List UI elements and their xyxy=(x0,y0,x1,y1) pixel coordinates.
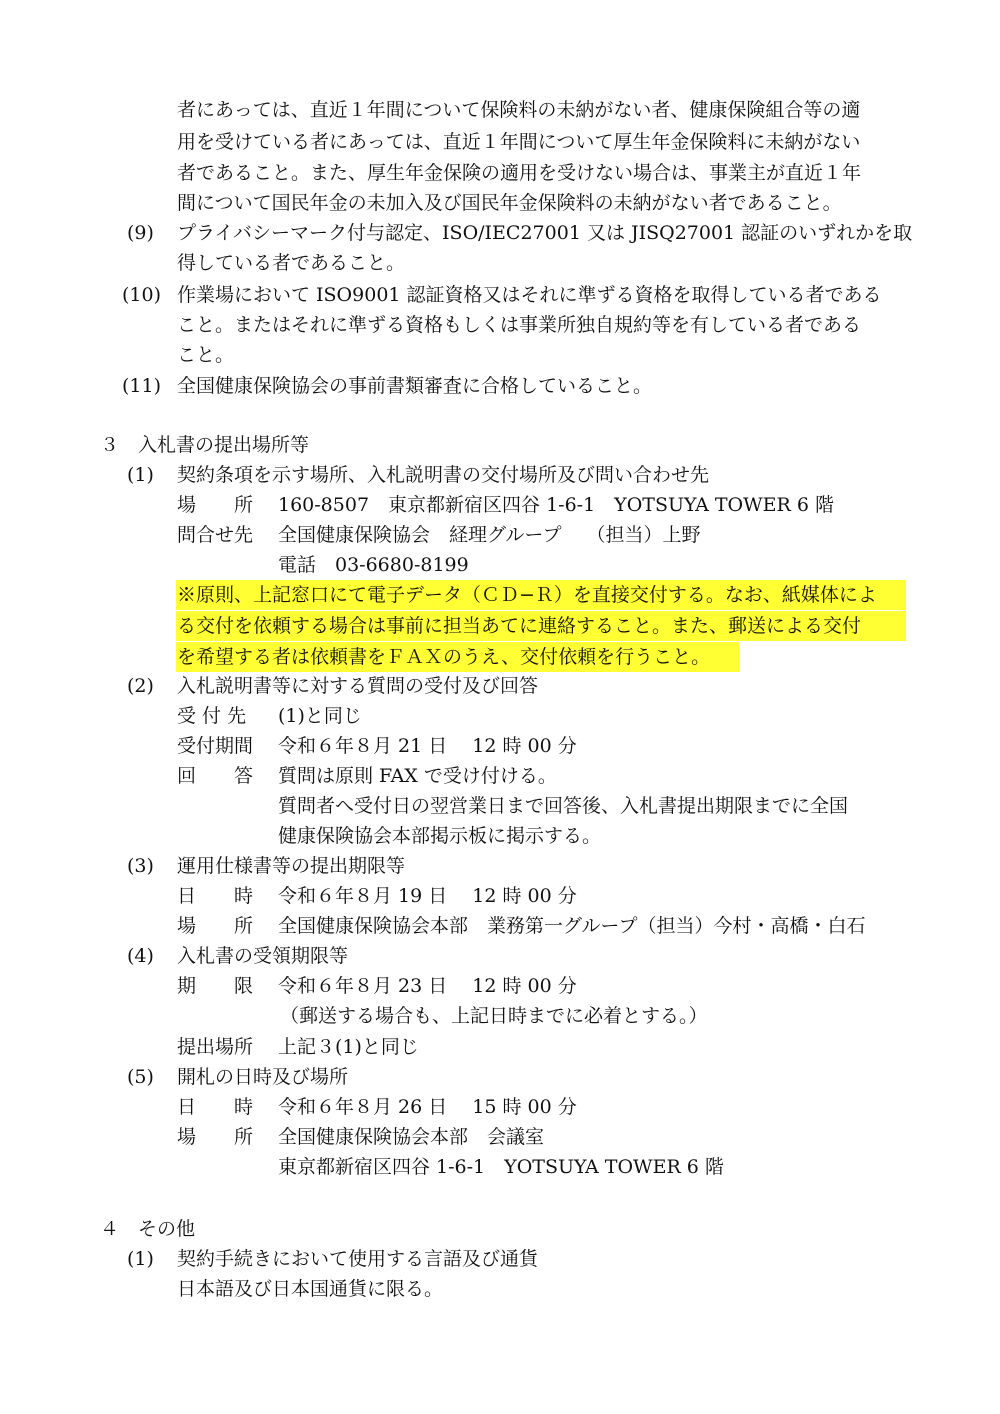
s3-4-number: (4) xyxy=(127,945,154,967)
item-9-line-2: 得している者であること。 xyxy=(177,252,406,274)
s3-5-place-value: 全国健康保険協会本部 会議室 xyxy=(278,1126,545,1148)
s3-1-contact-label: 問合せ先 xyxy=(177,524,254,546)
s3-3-date-label: 日 時 xyxy=(177,885,254,907)
s3-2-title: 入札説明書等に対する質問の受付及び回答 xyxy=(177,675,539,697)
s3-1-notice-line-1: ※原則、上記窓口にて電子データ（ＣＤ−Ｒ）を直接交付する。なお、紙媒体によ xyxy=(177,584,877,606)
s3-3-title: 運用仕様書等の提出期限等 xyxy=(177,855,406,877)
continuation-line-3: 者であること。また、厚生年金保険の適用を受けない場合は、事業主が直近１年 xyxy=(177,162,862,184)
item-9-line-1: プライバシーマーク付与認定、ISO/IEC27001 又は JISQ27001 認証のいずれかを取 xyxy=(177,222,913,244)
s3-2-recv-label: 受 付 先 xyxy=(177,705,247,727)
s3-1-place-value: 160-8507 東京都新宿区四谷 1-6-1 YOTSUYA TOWER 6 階 xyxy=(278,494,834,516)
s3-3-date-value: 令和６年８月 19 日 12 時 00 分 xyxy=(278,885,577,907)
item-10-line-1: 作業場において ISO9001 認証資格又はそれに準ずる資格を取得している者である xyxy=(177,284,882,306)
s3-1-notice-line-2: る交付を依頼する場合は事前に担当あてに連絡すること。また、郵送による交付 xyxy=(177,615,862,637)
s3-1-phone: 電話 03-6680-8199 xyxy=(278,554,469,576)
s3-5-date-value: 令和６年８月 26 日 15 時 00 分 xyxy=(278,1096,577,1118)
s3-2-answer-label: 回 答 xyxy=(177,765,254,787)
item-10-line-3: こと。 xyxy=(177,344,235,366)
s3-5-address: 東京都新宿区四谷 1-6-1 YOTSUYA TOWER 6 階 xyxy=(278,1156,724,1178)
item-11-text: 全国健康保険協会の事前書類審査に合格していること。 xyxy=(177,375,653,397)
s3-5-place-label: 場 所 xyxy=(177,1126,254,1148)
s4-1-number: (1) xyxy=(127,1248,154,1270)
s3-2-number: (2) xyxy=(127,675,154,697)
s3-1-number: (1) xyxy=(127,464,154,486)
s3-3-number: (3) xyxy=(127,855,154,877)
s3-1-place-label: 場 所 xyxy=(177,494,254,516)
continuation-line-1: 者にあっては、直近１年間について保険料の未納がない者、健康保険組合等の適 xyxy=(177,99,861,121)
s3-2-period-label: 受付期間 xyxy=(177,735,254,757)
s3-2-answer-line-2: 質問者へ受付日の翌営業日まで回答後、入札書提出期限までに全国 xyxy=(278,795,849,817)
s3-2-period-value: 令和６年８月 21 日 12 時 00 分 xyxy=(278,735,577,757)
s3-1-notice-line-3: を希望する者は依頼書をＦＡＸのうえ、交付依頼を行うこと。 xyxy=(177,646,711,668)
continuation-line-2: 用を受けている者にあっては、直近１年間について厚生年金保険料に未納がない xyxy=(177,131,861,153)
s3-4-deadline-note: （郵送する場合も、上記日時までに必着とする。） xyxy=(280,1005,708,1027)
s3-2-answer-line-3: 健康保険協会本部掲示板に掲示する。 xyxy=(278,825,602,847)
s3-2-recv-value: (1)と同じ xyxy=(278,705,362,727)
s3-4-title: 入札書の受領期限等 xyxy=(177,945,349,967)
item-10-line-2: こと。またはそれに準ずる資格もしくは事業所独自規約等を有している者である xyxy=(177,314,862,336)
item-9-number: (9) xyxy=(127,222,154,244)
s3-5-title: 開札の日時及び場所 xyxy=(177,1066,349,1088)
section-4-heading: ４ その他 xyxy=(100,1218,196,1240)
s3-1-contact-value: 全国健康保険協会 経理グループ （担当）上野 xyxy=(278,524,701,546)
section-3-heading: ３ 入札書の提出場所等 xyxy=(100,434,310,456)
s3-1-title: 契約条項を示す場所、入札説明書の交付場所及び問い合わせ先 xyxy=(177,464,710,486)
s4-1-text: 日本語及び日本国通貨に限る。 xyxy=(177,1278,444,1300)
s3-4-deadline-label: 期 限 xyxy=(177,975,254,997)
s3-4-submit-value: 上記３(1)と同じ xyxy=(278,1036,419,1058)
s3-4-submit-label: 提出場所 xyxy=(177,1036,254,1058)
item-11-number: (11) xyxy=(122,375,162,397)
s3-4-deadline-value: 令和６年８月 23 日 12 時 00 分 xyxy=(278,975,577,997)
s3-2-answer-line-1: 質問は原則 FAX で受け付ける。 xyxy=(278,765,557,787)
s3-3-place-value: 全国健康保険協会本部 業務第一グループ（担当）今村・高橋・白石 xyxy=(278,915,866,937)
s3-3-place-label: 場 所 xyxy=(177,915,254,937)
item-10-number: (10) xyxy=(122,284,162,306)
s4-1-title: 契約手続きにおいて使用する言語及び通貨 xyxy=(177,1248,539,1270)
s3-5-number: (5) xyxy=(127,1066,154,1088)
s3-5-date-label: 日 時 xyxy=(177,1096,254,1118)
continuation-line-4: 間について国民年金の未加入及び国民年金保険料の未納がない者であること。 xyxy=(177,192,842,214)
